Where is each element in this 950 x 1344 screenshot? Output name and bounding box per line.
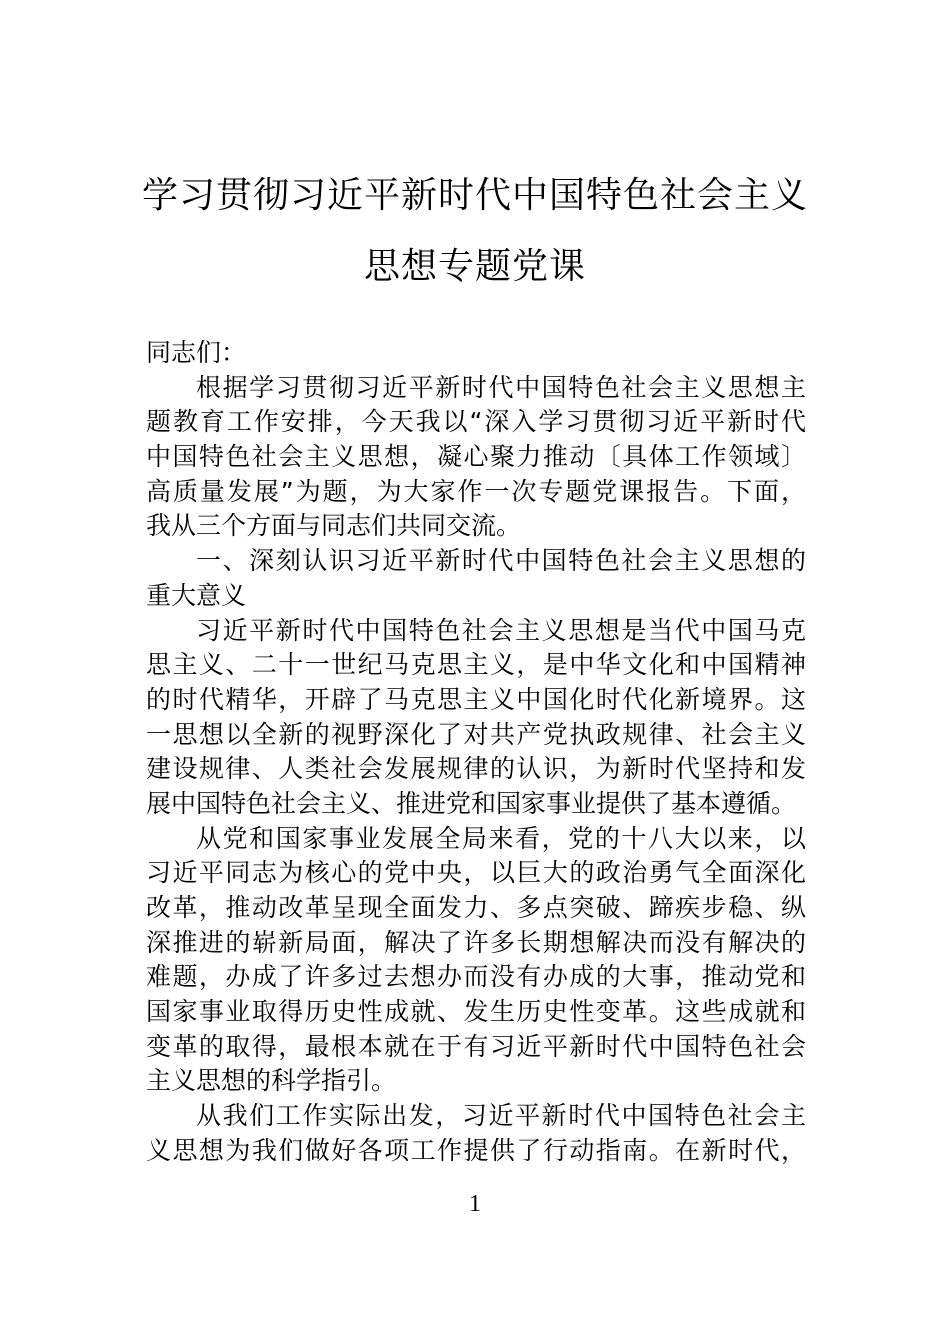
paragraph-line: 从党和国家事业发展全局来看，党的十八大以来，以 [196,823,806,853]
paragraph-line: 高质量发展”为题，为大家作一次专题党课报告。下面， [146,476,806,506]
paragraph-line: 主义思想的科学指引。 [146,1066,397,1096]
paragraph-line: 题教育工作安排，今天我以“深入学习贯彻习近平新时代 [146,407,806,437]
paragraph-line: 难题，办成了许多过去想办而没有办成的大事，推动党和 [146,962,806,992]
document-title-line-1: 学习贯彻习近平新时代中国特色社会主义 [141,175,808,216]
paragraph-line: 深推进的崭新局面，解决了许多长期想解决而没有解决的 [146,927,806,957]
paragraph-line: 思主义、二十一世纪马克思主义，是中华文化和中国精神 [146,650,806,680]
paragraph-line: 变革的取得，最根本就在于有习近平新时代中国特色社会 [146,1031,806,1061]
paragraph-line: 国家事业取得历史性成就、发生历史性变革。这些成就和 [146,997,806,1027]
paragraph-line: 根据学习贯彻习近平新时代中国特色社会主义思想主 [196,372,806,402]
paragraph-line: 一思想以全新的视野深化了对共产党执政规律、社会主义 [146,719,806,749]
salutation: 同志们： [146,338,247,367]
document-title-line-2: 思想专题党课 [363,246,586,287]
paragraph-line: 从我们工作实际出发，习近平新时代中国特色社会主 [196,1101,806,1131]
paragraph-line: 习近平新时代中国特色社会主义思想是当代中国马克 [196,615,806,645]
paragraph-line: 改革，推动改革呈现全面发力、多点突破、蹄疾步稳、纵 [146,893,806,922]
paragraph-line: 义思想为我们做好各项工作提供了行动指南。在新时代， [146,1135,806,1165]
paragraph-line: 的时代精华，开辟了马克思主义中国化时代化新境界。这 [146,684,806,714]
paragraph-line: 习近平同志为核心的党中央，以巨大的政治勇气全面深化 [146,858,806,888]
document-body [146,336,806,1169]
section-heading: 重大意义 [146,580,247,610]
paragraph-line: 展中国特色社会主义、推进党和国家事业提供了基本遵循。 [146,788,797,818]
paragraph-line: 中国特色社会主义思想，凝心聚力推动〔具体工作领域〕 [146,442,806,472]
paragraph-line: 我从三个方面与同志们共同交流。 [146,511,522,541]
page-number: 1 [469,1191,481,1217]
section-heading: 一、深刻认识习近平新时代中国特色社会主义思想的 [196,546,806,576]
paragraph-line: 建设规律、人类社会发展规律的认识，为新时代坚持和发 [146,754,806,784]
